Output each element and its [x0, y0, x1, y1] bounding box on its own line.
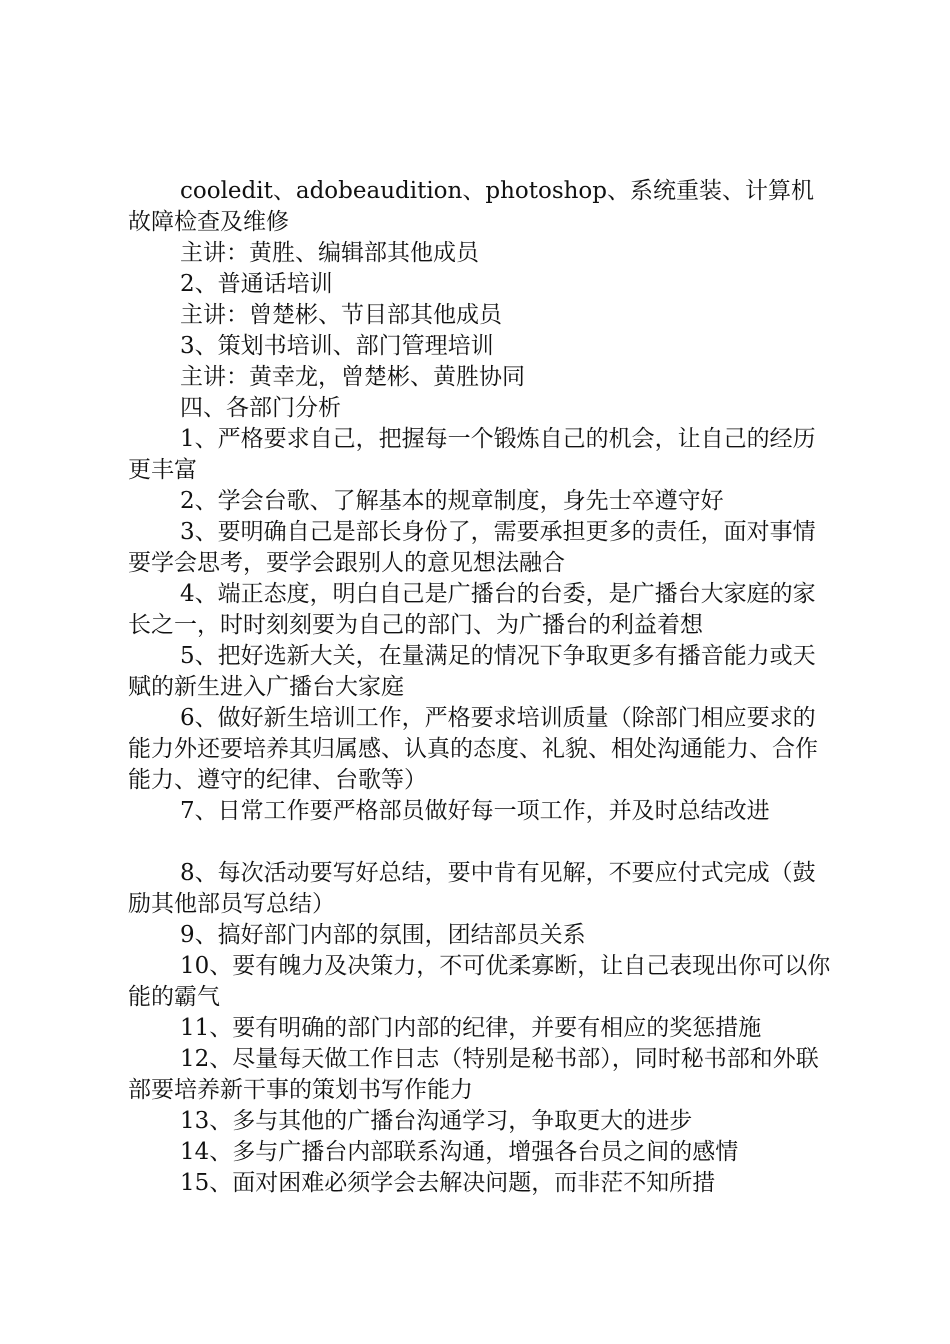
- paragraph-lecturer-huang-xinglong: 主讲：黄幸龙，曾楚彬、黄胜协同: [180, 364, 525, 390]
- list-item-14: 14、多与广播台内部联系沟通，增强各台员之间的感情: [180, 1139, 739, 1165]
- document-body: [128, 176, 832, 1199]
- section-heading-department-analysis: 四、各部门分析: [180, 395, 341, 421]
- list-item-15: 15、面对困难必须学会去解决问题，而非茫不知所措: [180, 1170, 716, 1196]
- list-item-12: 12、尽量每天做工作日志（特别是秘书部），同时秘书部和外联部要培养新干事的策划书写作能力: [128, 1046, 819, 1103]
- list-item-13: 13、多与其他的广播台沟通学习，争取更大的进步: [180, 1108, 693, 1134]
- list-item-6: 6、做好新生培训工作，严格要求培训质量（除部门相应要求的能力外还要培养其归属感、认真的态度、礼貌、相处沟通能力、合作能力、遵守的纪律、台歌等）: [128, 705, 818, 793]
- list-item-11: 11、要有明确的部门内部的纪律，并要有相应的奖惩措施: [180, 1015, 762, 1041]
- paragraph-mandarin-training: 2、普通话培训: [180, 271, 333, 297]
- paragraph-lecturer-huang-sheng: 主讲：黄胜、编辑部其他成员: [180, 240, 479, 266]
- list-item-1: 1、严格要求自己，把握每一个锻炼自己的机会，让自己的经历更丰富: [128, 426, 816, 483]
- paragraph-planning-training: 3、策划书培训、部门管理培训: [180, 333, 494, 359]
- list-item-9: 9、搞好部门内部的氛围，团结部员关系: [180, 922, 586, 948]
- list-item-10: 10、要有魄力及决策力，不可优柔寡断，让自己表现出你可以你能的霸气: [128, 953, 831, 1010]
- list-item-8: 8、每次活动要写好总结，要中肯有见解，不要应付式完成（鼓励其他部员写总结）: [128, 860, 816, 917]
- list-item-2: 2、学会台歌、了解基本的规章制度，身先士卒遵守好: [180, 488, 724, 514]
- list-item-3: 3、要明确自己是部长身份了，需要承担更多的责任，面对事情要学会思考，要学会跟别人的意见想法融合: [128, 519, 816, 576]
- paragraph-software-training-topics: cooledit、adobeaudition、photoshop、系统重装、计算机故障检查及维修: [128, 178, 815, 235]
- list-item-4: 4、端正态度，明白自己是广播台的台委，是广播台大家庭的家长之一，时时刻刻要为自己的部门、为广播台的利益着想: [128, 581, 816, 638]
- paragraph-lecturer-zeng-chubin: 主讲：曾楚彬、节目部其他成员: [180, 302, 502, 328]
- blank-line: [128, 827, 832, 858]
- list-item-7: 7、日常工作要严格部员做好每一项工作，并及时总结改进: [180, 798, 770, 824]
- list-item-5: 5、把好选新大关，在量满足的情况下争取更多有播音能力或天赋的新生进入广播台大家庭: [128, 643, 816, 700]
